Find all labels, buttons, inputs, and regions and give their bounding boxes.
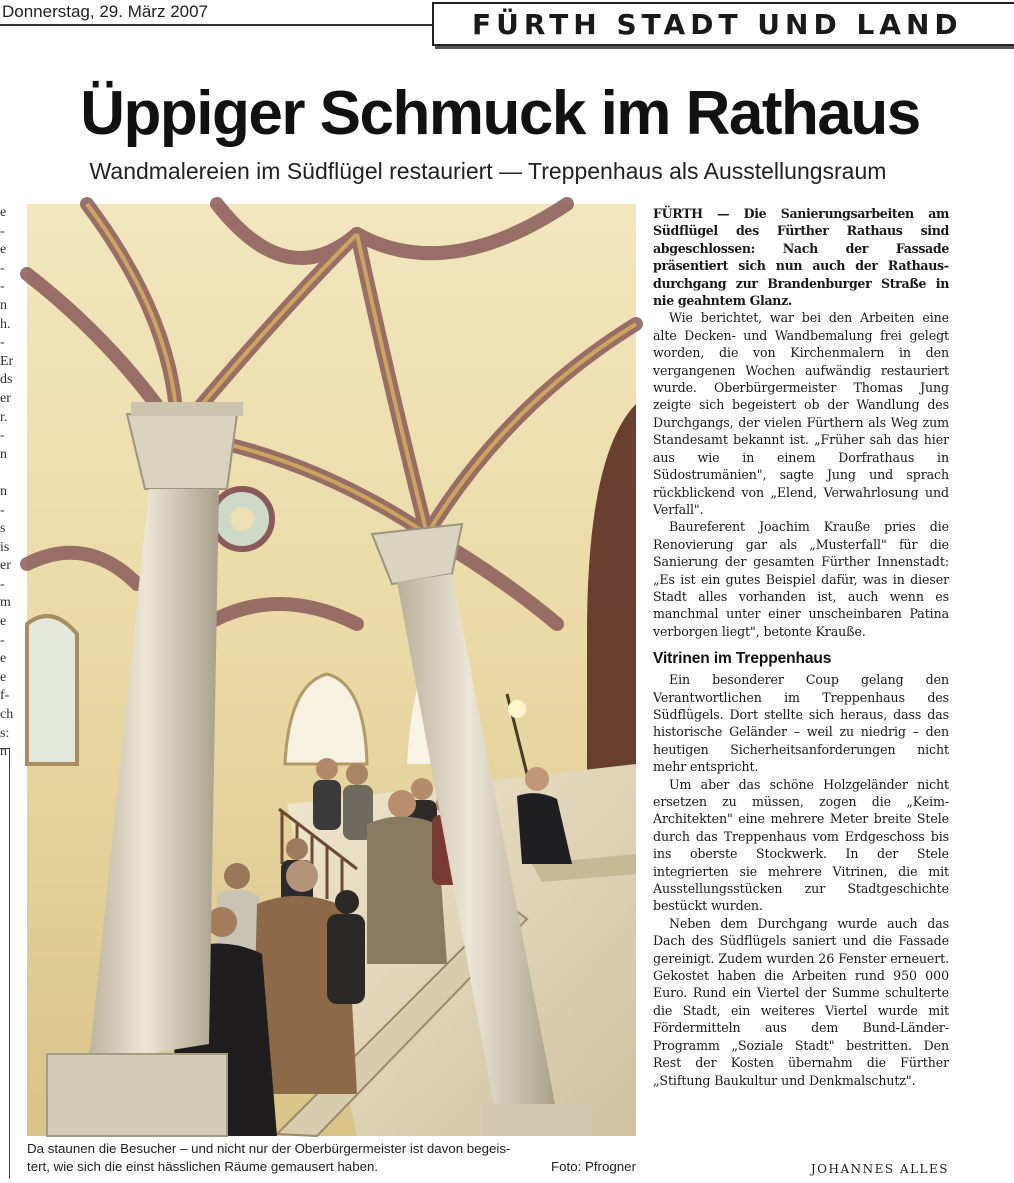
fragment-line: e (0, 614, 7, 630)
article-body (653, 205, 949, 1089)
staircase-photo (27, 204, 636, 1136)
article-paragraph: Wie berichtet, war bei den Arbeiten eine alte Decken- und Wandbemalung frei gelegt worden, die von Kirchenmalern in den vergangenen Wochen aufwändig restauriert wurde. Oberbürgermeister Thomas Jung zeigte sich begeistert ob der Wandlung des Durchgangs, der vielen Fürthern als Weg zum Standesamt bekannt ist. „Früher sah das hier aus wie in einem Dorfrathaus in Südostrumänien", sagte Jung und sprach rückblickend von „Elend, Verwahrlosung und Verfall". (653, 310, 949, 517)
fragment-line: e (0, 669, 7, 685)
caption-text: tert, wie sich die einst hässlichen Räume gemausert haben. (27, 1159, 379, 1174)
fragment-line: r. (0, 409, 8, 425)
fragment-line (0, 464, 10, 483)
fragment-line: - (0, 279, 5, 295)
fragment-line: ds (0, 372, 13, 388)
fragment-line: - (0, 502, 5, 518)
fragment-line: e (0, 205, 7, 220)
fragment-line: er (0, 558, 11, 574)
fragment-line: h. (0, 316, 11, 332)
fragment-line: - (0, 260, 5, 276)
fragment-line: ch (0, 707, 14, 723)
fragment-line: - (0, 428, 5, 444)
subheadline: Wandmalereien im Südflügel restauriert — Treppenhaus als Ausstellungsraum (89, 158, 887, 184)
fragment-line: e (0, 651, 7, 667)
caption-line-1: Da staunen die Besucher – und nicht nur der Oberbürgermeister ist davon begeis- (27, 1141, 511, 1156)
headline: Üppiger Schmuck im Rathaus (80, 79, 920, 148)
photo-caption (27, 1140, 636, 1176)
adjacent-article-frame (0, 748, 10, 1179)
fragment-line: m (0, 595, 11, 611)
issue-date: Donnerstag, 29. März 2007 (2, 2, 209, 21)
fragment-line: is (0, 539, 10, 555)
section-title: FÜRTH STADT UND LAND (472, 8, 963, 41)
adjacent-article-fragments (0, 204, 14, 760)
article-paragraph: Neben dem Durchgang wurde auch das Dach des Südflügels saniert und die Fassade gereinigt. Zudem wurden 26 Fenster erneuert. Gekostet haben die Arbeiten rund 950 000 Euro. Rund ein Viertel der Summe schulterte die Stadt, ein weiteres Viertel wurde mit Fördermitteln aus dem Bund-Länder-Programm „Soziale Stadt" bestritten. Den Rest der Kosten übernahm die Fürther „Stiftung Baukultur und Denkmalschutz". (653, 915, 949, 1088)
header-rule (0, 24, 432, 26)
fragment-line: n (0, 744, 7, 760)
fragment-line: s (0, 521, 6, 537)
fragment-line: n (0, 483, 7, 499)
article-lead: FÜRTH — Die Sanierungsarbeiten am Südflügel des Fürther Rathaus sind abgeschlossen: Nach der Fassade präsentiert sich nun auch der Rathausdurchgang zur Brandenburger Straße in nie geahntem Glanz. (653, 206, 949, 309)
fragment-line: er (0, 390, 11, 406)
fragment-line: s: (0, 725, 10, 741)
article-paragraph: Ein besonderer Coup gelang den Verantwortlichen im Treppenhaus des Südflügels. Dort stellte sich heraus, dass das historische Geländer – weil zu niedrig – den heutigen Sicherheitsanforderungen nicht mehr entspricht. (653, 672, 949, 775)
article-subheading: Vitrinen im Treppenhaus (653, 650, 832, 668)
fragment-line: - (0, 632, 5, 648)
photo-credit: Foto: Pfrogner (551, 1159, 636, 1174)
article-paragraph: Um aber das schöne Holzgeländer nicht ersetzen zu müssen, zogen die „Keim-Architekten" eine mehrere Meter breite Stele durch das Treppenhaus vom Erdgeschoss bis ins oberste Stockwerk. In der Stele integrierten sie mehrere Vitrinen, die mit Ausstellungsstücken zur Stadtgeschichte bestückt wurden. (653, 776, 949, 914)
fragment-line: - (0, 335, 5, 351)
fragment-line: e (0, 242, 7, 258)
author-byline: JOHANNES ALLES (810, 1162, 949, 1176)
fragment-line: n (0, 446, 7, 462)
fragment-line: n (0, 297, 7, 313)
section-banner (432, 2, 1014, 46)
fragment-line: - (0, 223, 5, 239)
fragment-line: Er (0, 353, 14, 369)
caption-line-2 (27, 1158, 636, 1176)
article-paragraph: Baureferent Joachim Krauße pries die Renovierung gar als „Musterfall" für die Sanierung der gesamten Fürther Innenstadt: „Es ist ein gutes Beispiel dafür, was in dieser Stadt alles vorhanden ist, auch wenn es manchmal unter einer unscheinbaren Patina verborgen liegt", betonte Krauße. (653, 519, 949, 639)
fragment-line: - (0, 576, 5, 592)
fragment-line: f- (0, 688, 10, 704)
